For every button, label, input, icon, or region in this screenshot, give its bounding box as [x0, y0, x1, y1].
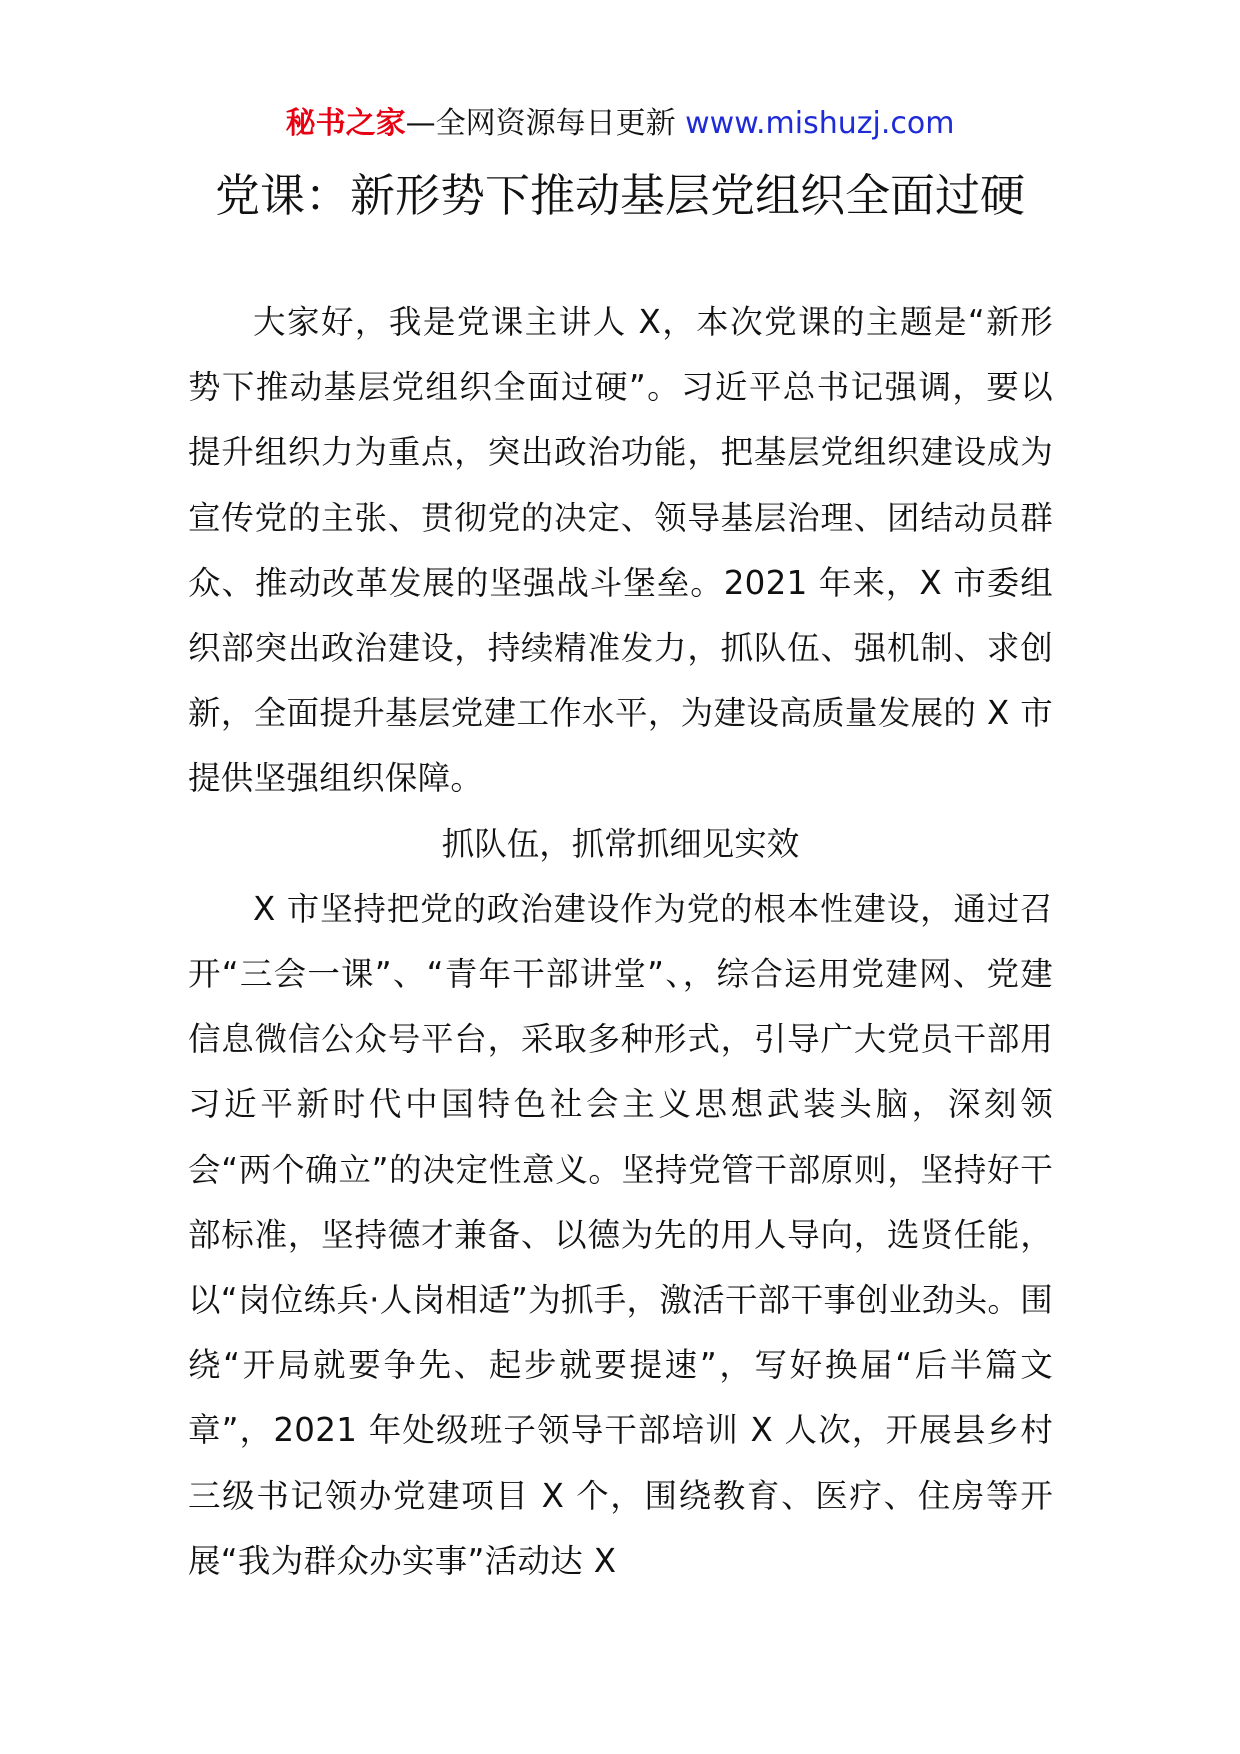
document-title: 党课：新形势下推动基层党组织全面过硬	[214, 169, 1025, 222]
section-paragraph: X 市坚持把党的政治建设作为党的根本性建设，通过召开“三会一课”、“青年干部讲堂”、，综合运用党建网、党建信息微信公众号平台，采取多种形式，引导广大党员干部用习近平新时代中国特色社会主义思想武装头脑，深刻领会“两个确立”的决定性意义。坚持党管干部原则，坚持好干部标准，坚持德才兼备、以德为先的用人导向，选贤任能，以“岗位练兵·人岗相适”为抓手，激活干部干事创业劲头。围绕“开局就要争先、起步就要提速”，写好换届“后半篇文章”，2021 年处级班子领导干部培训 X 人次，开展县乡村三级书记领办党建项目 X 个，围绕教育、医疗、住房等开展“我为群众办实事”活动达 X	[188, 889, 1053, 1580]
site-tagline: —全网资源每日更新	[405, 106, 676, 141]
document-body	[188, 290, 1053, 1594]
intro-paragraph: 大家好，我是党课主讲人 X，本次党课的主题是“新形势下推动基层党组织全面过硬”。习近平总书记强调，要以提升组织力为重点，突出政治功能，把基层党组织建设成为宣传党的主张、贯彻党的决定、领导基层治理、团结动员群众、推动改革发展的坚强战斗堡垒。2021 年来，X 市委组织部突出政治建设，持续精准发力，抓队伍、强机制、求创新，全面提升基层党建工作水平，为建设高质量发展的 X 市提供坚强组织保障。	[188, 303, 1053, 798]
site-brand: 秘书之家	[285, 106, 406, 141]
section-heading: 抓队伍，抓常抓细见实效	[441, 824, 800, 863]
site-header	[0, 102, 1240, 146]
site-url-link[interactable]: www.mishuzj.com	[685, 106, 955, 141]
